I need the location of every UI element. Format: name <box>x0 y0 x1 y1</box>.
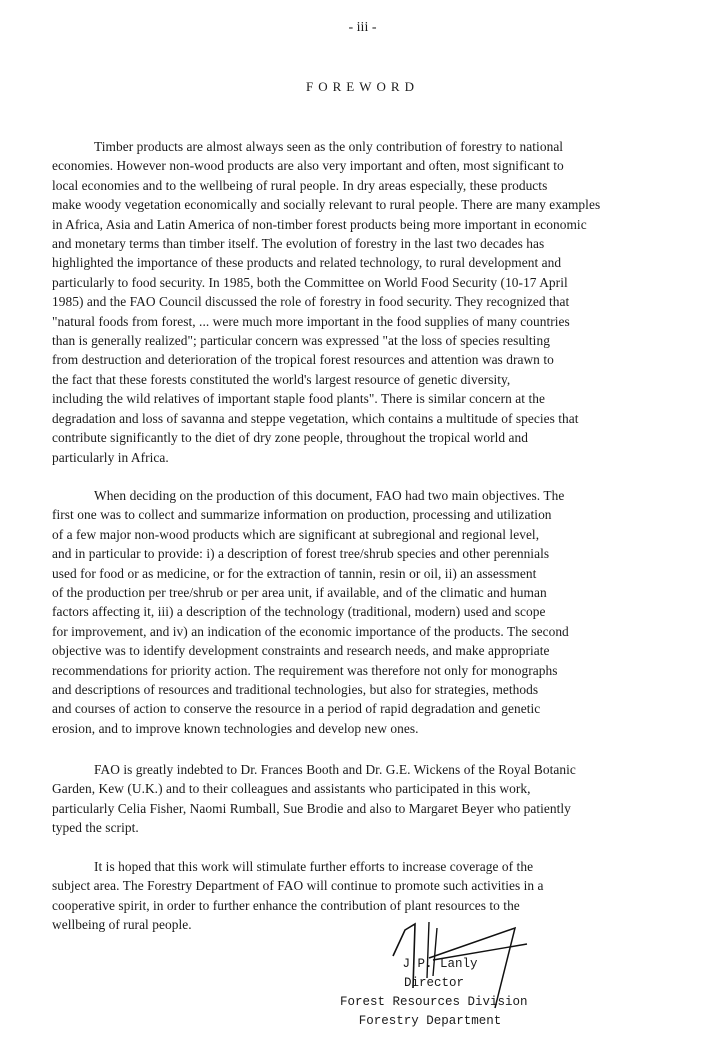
page-number: - iii - <box>348 20 377 35</box>
text-line: contribute significantly to the diet of dry zone people, throughout the tropical world and <box>52 430 529 446</box>
text-line: typed the script. <box>52 820 139 836</box>
text-line: particularly in Africa. <box>52 449 169 465</box>
text-line: cooperative spirit, in order to further enhance the contribution of plant resources to the <box>52 897 520 913</box>
signatory-name: J.P. Lanly <box>402 957 478 971</box>
signature-block <box>340 955 528 1031</box>
paragraph-acknowledgements <box>52 760 725 838</box>
text-line: Garden, Kew (U.K.) and to their colleagues and assistants who participated in this work, <box>52 781 531 797</box>
text-line: highlighted the importance of these products and related technology, to rural development and <box>52 255 562 271</box>
text-line: and in particular to provide: i) a description of forest tree/shrub species and other perennials <box>52 546 550 562</box>
signatory-department: Forestry Department <box>358 1014 502 1028</box>
text-line: Timber products are almost always seen as the only contribution of forestry to national <box>94 139 564 154</box>
paragraph-objectives <box>52 486 725 738</box>
text-line: first one was to collect and summarize information on production, processing and utilization <box>52 507 552 523</box>
text-line: factors affecting it, iii) a description of the technology (traditional, modern) used and scope <box>52 604 546 620</box>
text-line: and descriptions of resources and traditional technologies, but also for strategies, methods <box>52 682 539 698</box>
text-line: in Africa, Asia and Latin America of non-timber forest products being more important in economic <box>52 216 587 232</box>
text-line: "natural foods from forest, ... were much more important in the food supplies of many countries <box>52 313 570 329</box>
paragraph-intro <box>52 137 725 467</box>
text-line: When deciding on the production of this document, FAO had two main objectives. The <box>94 488 565 503</box>
text-line: make woody vegetation economically and socially relevant to rural people. There are many examples <box>52 197 601 213</box>
text-line: of a few major non-wood products which are significant at subregional and regional level, <box>52 526 540 542</box>
text-line: economies. However non-wood products are also very important and often, most significant to <box>52 158 564 174</box>
text-line: recommendations for priority action. The requirement was therefore not only for monographs <box>52 662 558 678</box>
text-line: wellbeing of rural people. <box>52 917 192 933</box>
text-line: of the production per tree/shrub or per area unit, if available, and of the climatic and human <box>52 585 547 601</box>
text-line: local economies and to the wellbeing of rural people. In dry areas especially, these products <box>52 177 548 193</box>
text-line: 1985) and the FAO Council discussed the role of forestry in food security. They recognized that <box>52 294 570 310</box>
page-title: FOREWORD <box>306 79 419 94</box>
text-line: the fact that these forests constituted the world's largest resource of genetic diversity, <box>52 371 511 387</box>
text-line: from destruction and deterioration of the tropical forest resources and attention was drawn to <box>52 352 554 368</box>
text-line: including the wild relatives of important staple food plants". There is similar concern at the <box>52 391 545 407</box>
text-line: particularly Celia Fisher, Naomi Rumball, Sue Brodie and also to Margaret Beyer who patiently <box>52 800 571 816</box>
signatory-position: Director <box>403 976 464 990</box>
text-line: FAO is greatly indebted to Dr. Frances Booth and Dr. G.E. Wickens of the Royal Botanic <box>94 762 576 777</box>
text-line: and monetary terms than timber itself. The evolution of forestry in the last two decades has <box>52 236 545 252</box>
text-line: subject area. The Forestry Department of FAO will continue to promote such activities in a <box>52 878 544 894</box>
text-line: It is hoped that this work will stimulate further efforts to increase coverage of the <box>94 859 534 874</box>
text-line: objective was to identify development constraints and research needs, and make appropriate <box>52 643 550 659</box>
text-line: particularly to food security. In 1985, both the Committee on World Food Security (10-17 April <box>52 274 568 290</box>
text-line: erosion, and to improve known technologies and develop new ones. <box>52 720 419 736</box>
text-line: used for food or as medicine, or for the extraction of tannin, resin or oil, ii) an assessment <box>52 565 537 581</box>
text-line: degradation and loss of savanna and steppe vegetation, which contains a multitude of species that <box>52 410 579 426</box>
text-line: and courses of action to conserve the resource in a period of rapid degradation and genetic <box>52 701 541 717</box>
text-line: for improvement, and iv) an indication of the economic importance of the products. The second <box>52 623 569 639</box>
text-line: than is generally realized"; particular concern was expressed "at the loss of species resulting <box>52 333 550 349</box>
signatory-division: Forest Resources Division <box>340 995 528 1009</box>
